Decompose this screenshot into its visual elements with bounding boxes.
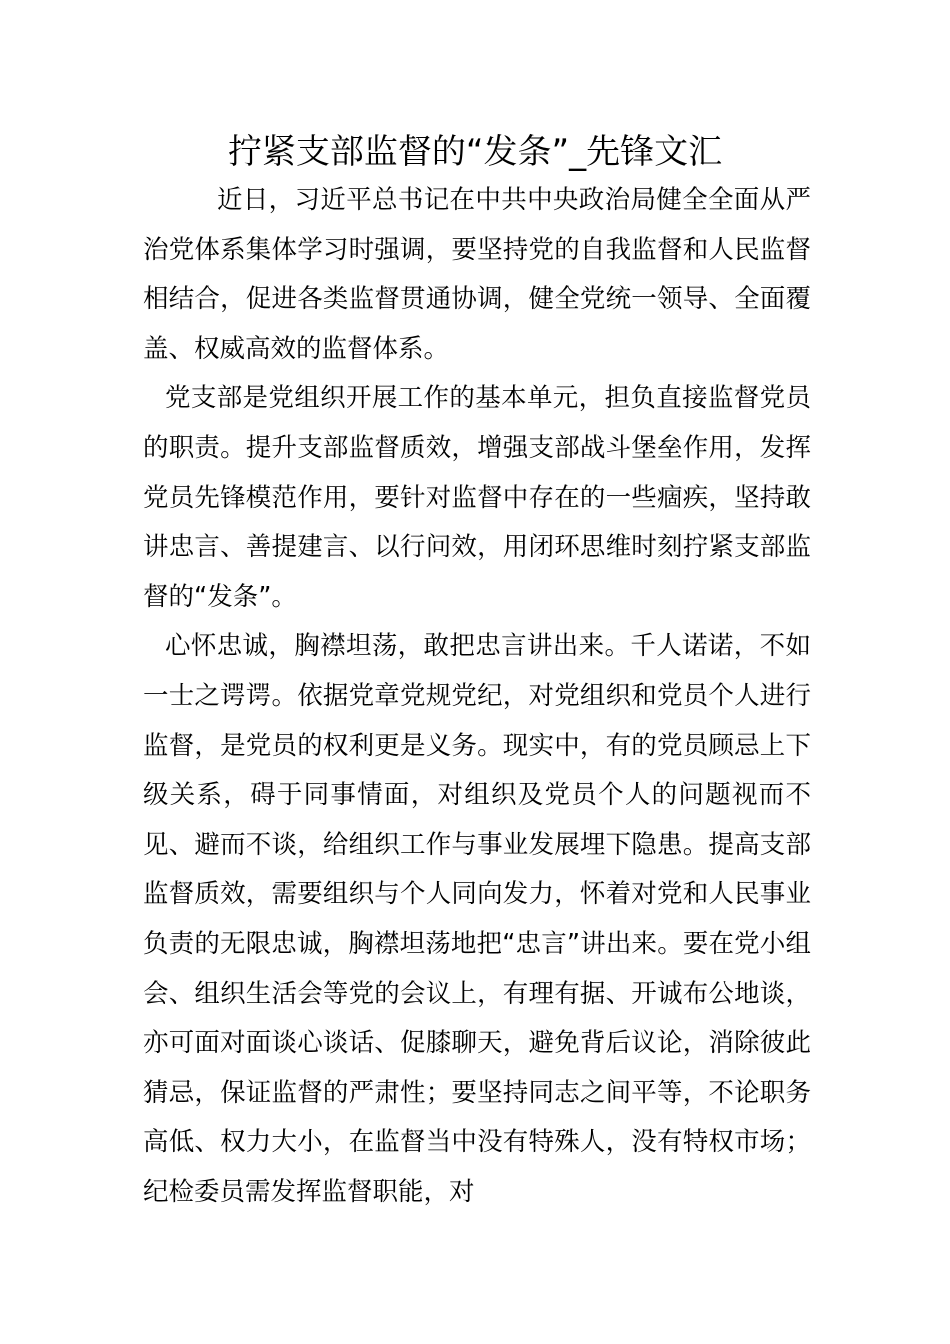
paragraph-1: 近日，习近平总书记在中共中央政治局健全全面从严治党体系集体学习时强调，要坚持党的自我监督和人民监督相结合，促进各类监督贯通协调，健全党统一领导、全面覆盖、权威高效的监督体系。 [143,185,811,364]
document-body [143,176,811,1217]
document-title: 拧紧支部监督的“发条”_先锋文汇 [227,132,723,172]
paragraph-2: 党支部是党组织开展工作的基本单元，担负直接监督党员的职责。提升支部监督质效，增强支部战斗堡垒作用，发挥党员先锋模范作用，要针对监督中存在的一些痼疾，坚持敢讲忠言、善提建言、以行问效，用闭环思维时刻拧紧支部监督的“发条”。 [143,383,811,612]
paragraph-3: 心怀忠诚，胸襟坦荡，敢把忠言讲出来。千人诺诺，不如一士之谔谔。依据党章党规党纪，对党组织和党员个人进行监督，是党员的权利更是义务。现实中，有的党员顾忌上下级关系，碍于同事情面，对组织及党员个人的问题视而不见、避而不谈，给组织工作与事业发展埋下隐患。提高支部监督质效，需要组织与个人同向发力，怀着对党和人民事业负责的无限忠诚，胸襟坦荡地把“忠言”讲出来。要在党小组会、组织生活会等党的会议上，有理有据、开诚布公地谈，亦可面对面谈心谈话、促膝聊天，避免背后议论，消除彼此猜忌，保证监督的严肃性；要坚持同志之间平等，不论职务高低、权力大小，在监督当中没有特殊人，没有特权市场；纪检委员需发挥监督职能，对 [143,631,811,1207]
